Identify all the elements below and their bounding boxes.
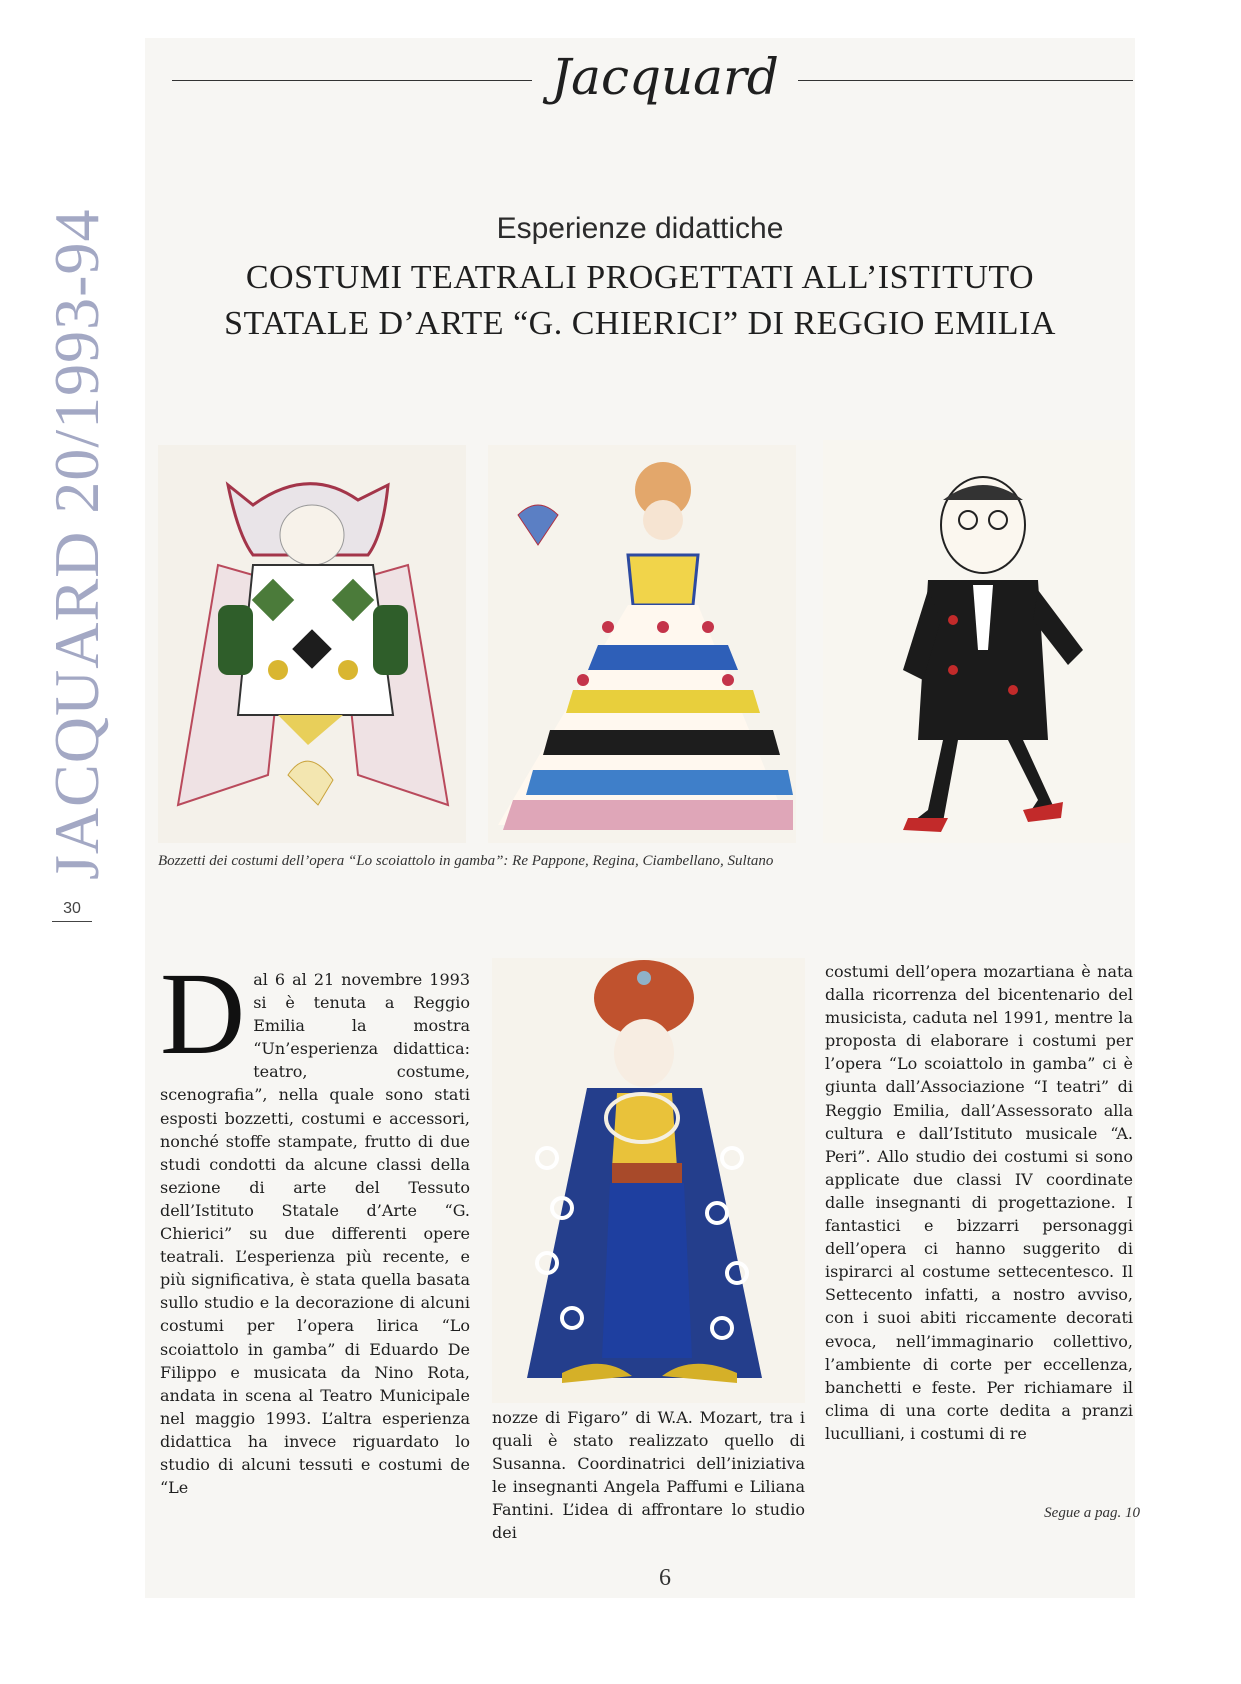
header-rule-right <box>798 80 1133 81</box>
headline-line-1: COSTUMI TEATRALI PROGETTATI ALL’ISTITUTO <box>245 259 1035 296</box>
ciambellano-illustration <box>823 440 1131 843</box>
drop-cap: D <box>160 948 246 1079</box>
side-page-number: 30 <box>52 900 92 922</box>
article-headline <box>150 255 1130 347</box>
figure-re-pappone <box>158 445 466 843</box>
continuation-note: Segue a pag. 10 <box>1044 1505 1140 1521</box>
column-2-text: nozze di Figaro” di W.A. Mozart, tra i quali è stato realizzato quello di Susanna. Coordinatrici dell’iniziativa le insegnanti Angela Paffumi e Liliana Fantini. L’idea di affrontare lo studio dei <box>492 1408 805 1543</box>
regina-illustration <box>488 445 796 843</box>
figure-sultano <box>492 958 805 1403</box>
article-column-1 <box>160 948 470 1499</box>
figure-ciambellano <box>823 440 1131 843</box>
article-kicker: Esperienze didattiche <box>496 212 784 245</box>
sultano-illustration <box>492 958 805 1403</box>
jacquard-logo: Jacquard <box>551 48 779 106</box>
column-3-text: costumi dell’opera mozartiana è nata dalla ricorrenza del bicentenario del musicista, caduta nel 1991, mentre la proposta di elaborare i costumi per l’opera “Lo scoiattolo in gamba” ci è giunta dall’Associazione “I teatri” di Reggio Emilia, dall’Assessorato alla cultura e dall’Istituto musicale “A. Peri”. Allo studio dei costumi si sono applicate due classi IV coordinate dalle insegnanti di progettazione. I fantastici e bizzarri personaggi dell’opera ci hanno suggerito di ispirarci al costume settecentesco. Il Settecento infatti, a nostro avviso, con i suoi abiti riccamente decorati evoca, nell’immaginario collettivo, l’ambiente di corte per eccellenza, banchetti e feste. Per richiamare il clima di una corte dedita a pranzi luculliani, i costumi di re <box>825 962 1133 1443</box>
magazine-issue-title: JACQUARD 20/1993-94 <box>41 208 112 880</box>
page-number: 6 <box>659 1565 671 1591</box>
re-pappone-illustration <box>158 445 466 843</box>
column-1-text: al 6 al 21 novembre 1993 si è tenuta a Reggio Emilia la mostra “Un’esperienza didattica: teatro, costume, scenografia”, nella quale sono stati esposti bozzetti, costumi e accessori, nonché stoffe stampate, frutto di due studi condotti da alcune classi della sezione di arte del Tessuto dell’Istituto Statale d’Arte “G. Chierici” su due differenti opere teatrali. L’esperienza più recente, e più significativa, è stata quella basata sullo studio e la decorazione di alcuni costumi per l’opera lirica “Lo scoiattolo in gamba” di Eduardo De Filippo e musicata da Nino Rota, andata in scena al Teatro Municipale nel maggio 1993. L’altra esperienza didattica ha invece riguardato lo studio di alcuni tessuti e costumi de “Le <box>160 970 470 1498</box>
article-column-3 <box>825 960 1133 1445</box>
figure-caption: Bozzetti dei costumi dell’opera “Lo scoiattolo in gamba”: Re Pappone, Regina, Ciambellano, Sultano <box>158 853 774 869</box>
article-column-2 <box>492 1406 805 1545</box>
headline-line-2: STATALE D’ARTE “G. CHIERICI” DI REGGIO EMILIA <box>224 305 1056 342</box>
header-rule-left <box>172 80 532 81</box>
figure-regina <box>488 445 796 843</box>
